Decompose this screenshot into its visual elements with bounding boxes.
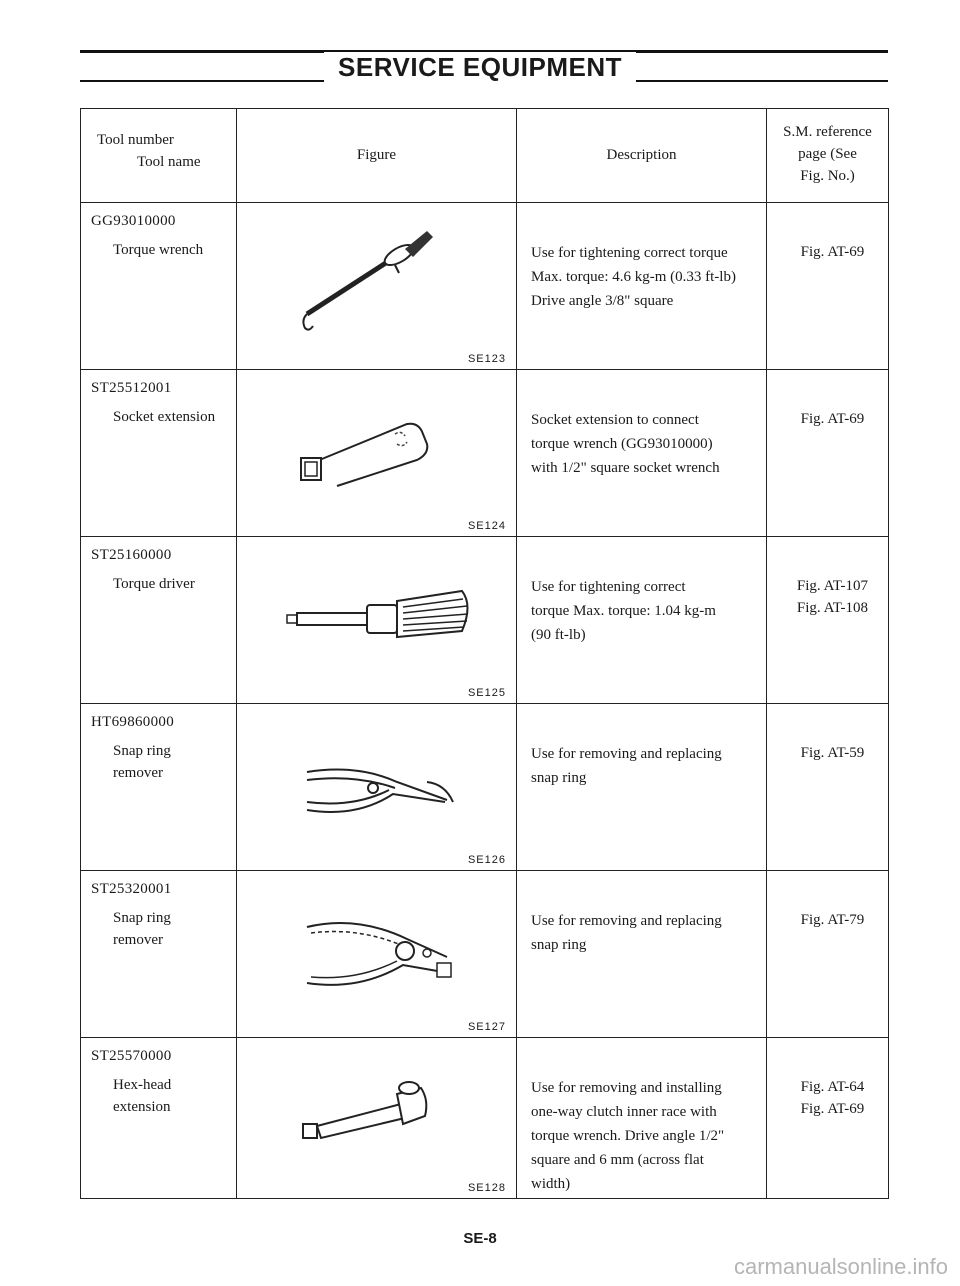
tool-number: ST25512001 [91, 380, 172, 396]
figure-cell [237, 203, 517, 370]
reference-cell [767, 1038, 889, 1199]
snap-ring-pliers-icon [277, 720, 477, 840]
figure-code: SE123 [467, 353, 506, 365]
tool-cell [81, 704, 237, 871]
figure-cell [237, 704, 517, 871]
tool-number: ST25570000 [91, 1048, 172, 1064]
description-line: Socket extension to connect [531, 412, 699, 428]
tool-cell [81, 370, 237, 537]
table-row [81, 537, 889, 704]
reference-line: Fig. AT-64 [800, 1079, 865, 1095]
description-cell [517, 704, 767, 871]
description-line: Use for tightening correct [531, 579, 686, 595]
snap-ring-remover-icon [277, 887, 477, 1007]
page-number: SE-8 [463, 1230, 497, 1247]
description-cell [517, 871, 767, 1038]
description-line: (90 ft-lb) [531, 627, 586, 643]
header-reference-line: page (See [798, 146, 857, 162]
header-reference-line: Fig. No.) [800, 168, 855, 184]
figure-cell [237, 1038, 517, 1199]
reference-cell [767, 203, 889, 370]
tool-cell [81, 203, 237, 370]
description-line: Max. torque: 4.6 kg-m (0.33 ft-lb) [531, 269, 736, 285]
description-line: Use for removing and replacing [531, 913, 722, 929]
header-tool-name: Tool name [137, 154, 201, 170]
figure-code: SE128 [467, 1182, 506, 1194]
description-cell [517, 203, 767, 370]
description-line: Use for removing and replacing [531, 746, 722, 762]
description-line: Use for tightening correct torque [531, 245, 728, 261]
description-line: torque wrench. Drive angle 1/2" [531, 1128, 725, 1144]
description-cell [517, 537, 767, 704]
reference-line: Fig. AT-79 [800, 912, 865, 928]
header-description: Description [517, 109, 767, 203]
description-line: Use for removing and installing [531, 1080, 722, 1096]
tool-name: Snap ring remover [113, 910, 171, 948]
description-line: torque Max. torque: 1.04 kg-m [531, 603, 716, 619]
table-row [81, 871, 889, 1038]
header-reference-line: S.M. reference [783, 124, 872, 140]
figure-code: SE125 [467, 687, 506, 699]
table-row [81, 370, 889, 537]
description-line: with 1/2" square socket wrench [531, 460, 720, 476]
tool-name: Torque driver [113, 576, 195, 592]
reference-line: Fig. AT-69 [800, 1101, 865, 1117]
tool-name: Socket extension [113, 409, 216, 425]
description-line: Drive angle 3/8" square [531, 293, 674, 309]
tool-number: GG93010000 [91, 213, 176, 229]
torque-wrench-icon [277, 219, 477, 339]
reference-line: Fig. AT-107 [796, 578, 869, 594]
tool-cell [81, 871, 237, 1038]
hex-head-extension-icon [277, 1054, 477, 1174]
table-row [81, 1038, 889, 1199]
description-line: width) [531, 1176, 571, 1192]
reference-line: Fig. AT-69 [800, 244, 865, 260]
description-cell [517, 1038, 767, 1199]
header-tool [81, 109, 237, 203]
tool-name: Snap ring remover [113, 743, 171, 781]
reference-line: Fig. AT-69 [800, 411, 865, 427]
reference-cell [767, 704, 889, 871]
description-line: one-way clutch inner race with [531, 1104, 717, 1120]
figure-code: SE124 [467, 520, 506, 532]
reference-line: Fig. AT-59 [800, 745, 865, 761]
header-tool-number: Tool number [97, 132, 174, 148]
tool-number: ST25320001 [91, 881, 172, 897]
reference-cell [767, 370, 889, 537]
description-line: snap ring [531, 770, 587, 786]
reference-cell [767, 871, 889, 1038]
description-line: torque wrench (GG93010000) [531, 436, 713, 452]
figure-cell [237, 537, 517, 704]
tool-number: HT69860000 [91, 714, 174, 730]
torque-driver-icon [277, 553, 477, 673]
figure-cell [237, 370, 517, 537]
reference-cell [767, 537, 889, 704]
page-title-text: SERVICE EQUIPMENT [324, 52, 636, 82]
page-title [0, 50, 960, 84]
table-row [81, 203, 889, 370]
tool-cell [81, 1038, 237, 1199]
description-line: square and 6 mm (across flat [531, 1152, 704, 1168]
figure-cell [237, 871, 517, 1038]
socket-extension-icon [277, 386, 477, 506]
header-reference [767, 109, 889, 203]
table-row [81, 704, 889, 871]
watermark: carmanualsonline.info [733, 1254, 948, 1279]
description-line: snap ring [531, 937, 587, 953]
header-figure: Figure [237, 109, 517, 203]
figure-code: SE126 [467, 854, 506, 866]
tool-cell [81, 537, 237, 704]
tool-number: ST25160000 [91, 547, 172, 563]
service-equipment-table [80, 108, 889, 1199]
figure-code: SE127 [467, 1021, 506, 1033]
description-cell [517, 370, 767, 537]
reference-line: Fig. AT-108 [796, 600, 869, 616]
table-header-row [81, 109, 889, 203]
tool-name: Hex-head extension [113, 1077, 172, 1115]
tool-name: Torque wrench [113, 242, 204, 258]
